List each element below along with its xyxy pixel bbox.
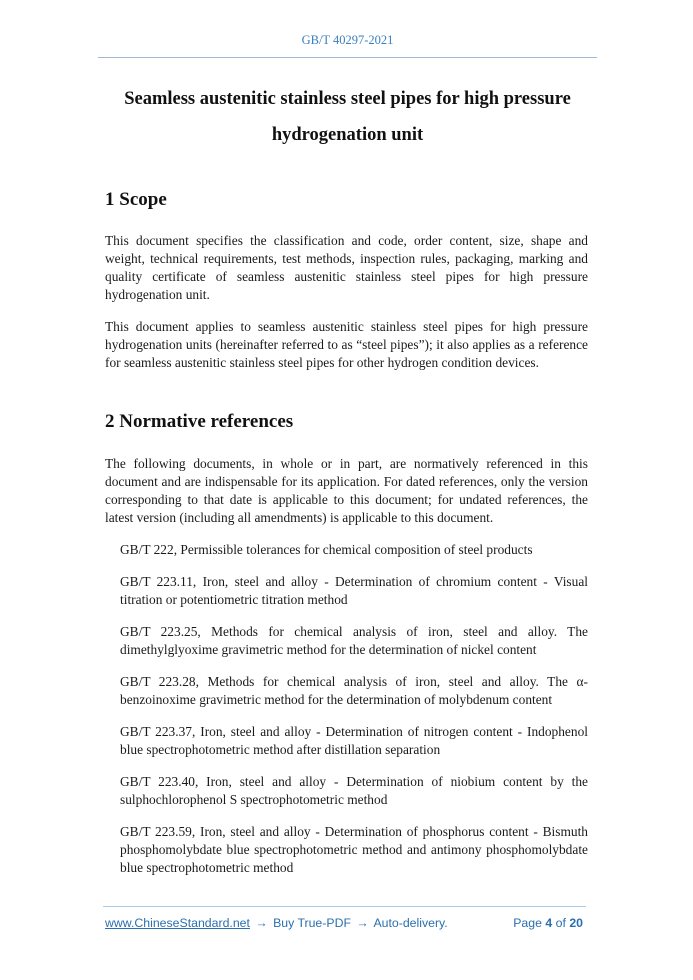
document-title [98, 81, 597, 153]
reference-item: GB/T 222, Permissible tolerances for chemical composition of steel products [120, 542, 533, 557]
buy-true-pdf-text: Buy True-PDF [273, 916, 351, 930]
scope-paragraph-1 [105, 232, 588, 304]
auto-delivery-text: Auto-delivery. [373, 916, 448, 930]
reference-item: GB/T 223.28, Methods for chemical analysis of iron, steel and alloy. The α-benzoinoxime gravimetric method for the determination of molybdenum content [120, 674, 588, 707]
reference-item: GB/T 223.40, Iron, steel and alloy - Determination of niobium content by the sulphochlorophenol S spectrophotometric method [120, 774, 588, 807]
header-divider [98, 57, 597, 58]
footer-promo [105, 916, 448, 930]
paragraph-text: This document applies to seamless austenitic stainless steel pipes for high pressure hydrogenation units (hereinafter referred to as “steel pipes”); it also applies as a reference for seamless austenitic stainless steel pipes for other hydrogen condition devices. [105, 319, 588, 370]
section-heading-scope: 1 Scope [105, 189, 167, 210]
paragraph-text: The following documents, in whole or in part, are normatively referenced in this document and are indispensable for its application. For dated references, only the version corresponding to that date is applicable to this document; for undated references, the latest version (including all amendments) is applicable to this document. [105, 456, 588, 525]
reference-item: GB/T 223.25, Methods for chemical analysis of iron, steel and alloy. The dimethylglyoxime gravimetric method for the determination of nickel content [120, 624, 588, 657]
document-title-line-1: Seamless austenitic stainless steel pipes for high pressure [124, 89, 571, 109]
arrow-right-icon: → [356, 916, 369, 930]
page-label: Page [513, 916, 542, 930]
total-pages-number: 20 [569, 916, 583, 930]
reference-item: GB/T 223.59, Iron, steel and alloy - Determination of phosphorus content - Bismuth phosphomolybdate blue spectrophotometric method and antimony phosphomolybdate blue spectrophotometric method [120, 824, 588, 875]
chinesestandard-link[interactable]: www.ChineseStandard.net [105, 916, 250, 930]
normative-references-intro [105, 455, 588, 527]
reference-item: GB/T 223.37, Iron, steel and alloy - Determination of nitrogen content - Indophenol blue spectrophotometric method after distillation separation [120, 724, 588, 757]
reference-item: GB/T 223.11, Iron, steel and alloy - Determination of chromium content - Visual titration or potentiometric titration method [120, 574, 588, 607]
page-indicator [513, 916, 583, 930]
section-heading-normative-references: 2 Normative references [105, 411, 294, 432]
arrow-right-icon: → [255, 916, 268, 930]
page-footer [105, 916, 583, 930]
page-of-label: of [555, 916, 566, 930]
document-title-line-2: hydrogenation unit [271, 125, 424, 145]
scope-paragraph-2 [105, 318, 588, 372]
footer-divider [103, 906, 586, 907]
current-page-number: 4 [545, 916, 553, 930]
standard-code-header: GB/T 40297-2021 [301, 33, 394, 47]
paragraph-text: This document specifies the classification and code, order content, size, shape and weight, technical requirements, test methods, inspection rules, packaging, marking and quality certificate of seamless austenitic stainless steel pipes for high pressure hydrogenation unit. [105, 233, 588, 302]
